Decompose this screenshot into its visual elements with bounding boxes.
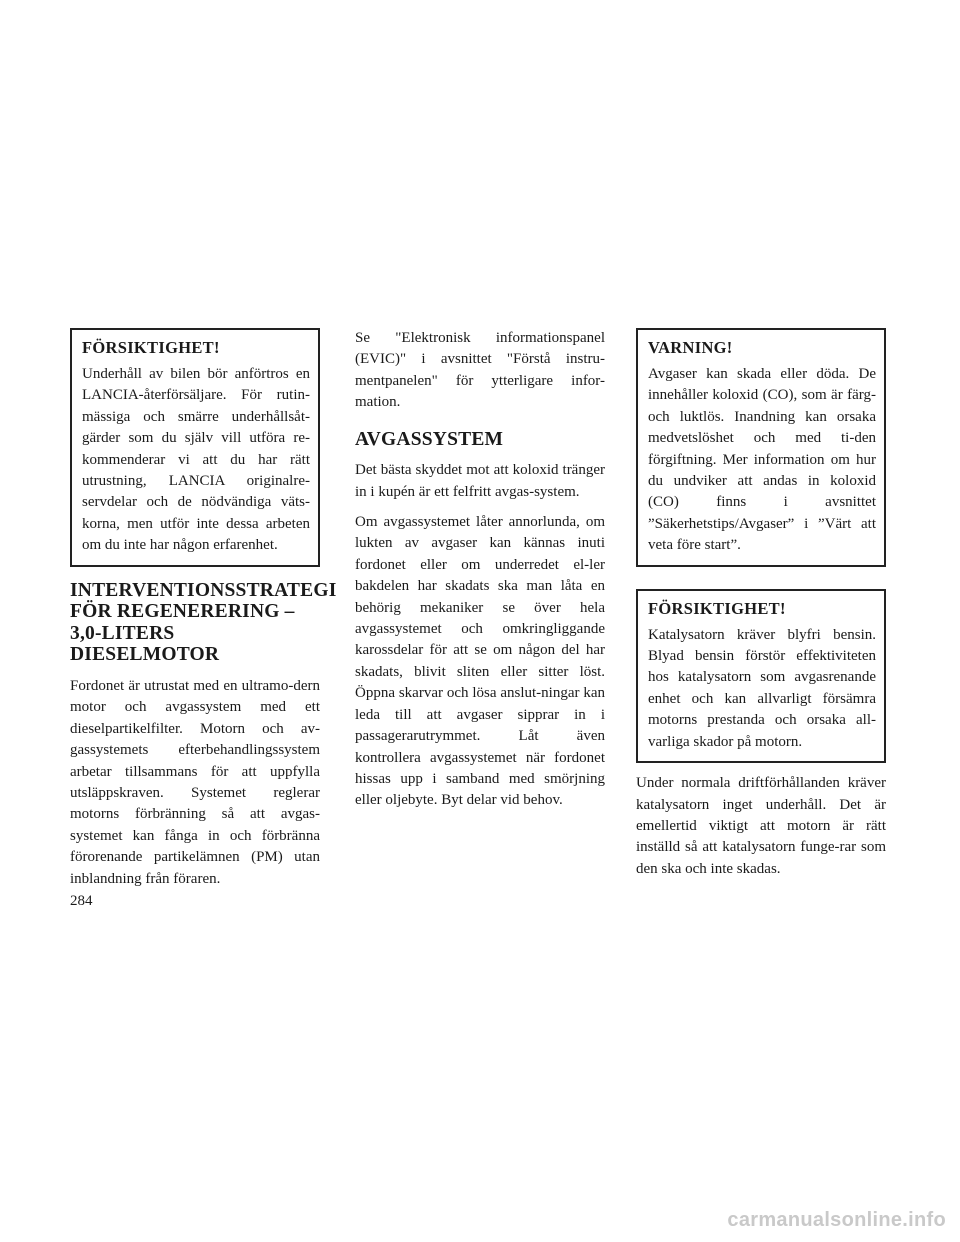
warning-title: VARNING! (648, 338, 733, 357)
watermark: carmanualsonline.info (727, 1209, 946, 1231)
section-heading-exhaust: AVGASSYSTEM (355, 428, 504, 450)
catalyst-caution-title: FÖRSIKTIGHET! (648, 598, 786, 618)
page-number: 284 (70, 893, 93, 909)
column-middle (355, 328, 605, 821)
column-right (636, 328, 886, 889)
catalyst-paragraph: Under normala driftförhållanden kräver katalysatorn inget underhåll. Det är emellertid viktigt att motorn är rätt inställd så att katalysatorn funge-rar som den ska och inte skadas. (636, 775, 886, 877)
warning-box (636, 328, 886, 567)
evic-reference-paragraph: Se "Elektronisk informationspanel (EVIC)" i avsnittet "Förstå instru-mentpanelen" för ytterligare infor-mation. (355, 330, 605, 411)
warning-text: Avgaser kan skada eller döda. De innehåller koloxid (CO), som är färg- och luktlös. Inandning kan orsaka medvetslöshet och med ti-den förgiftning. Mer information om hur du undviker att andas in koloxid (CO) finns i avsnittet ”Säkerhetstips/Avgaser” i ”Värt att veta före start”. (648, 366, 876, 554)
regeneration-paragraph: Fordonet är utrustat med en ultramo-dern motor och avgassystem med ett dieselpartikelfilter. Motorn och av-gassystemets efterbehandlingssystem arbetar tillsammans för att uppfylla utsläppskraven. Systemet reglerar motorns förbränning så att avgas-systemet kan fånga in och förbränna förorenande partikelämnen (PM) utan inblandning från föraren. (70, 678, 320, 887)
exhaust-paragraph-1: Det bästa skyddet mot att koloxid tränger in i kupén är ett felfritt avgas-system. (355, 462, 605, 500)
section-heading-regeneration: INTERVENTIONSSTRATEGI FÖR REGENERERING – 3,0-LITERS DIESELMOTOR (70, 579, 337, 666)
catalyst-caution-box (636, 589, 886, 763)
column-left (70, 328, 337, 899)
caution-text: Underhåll av bilen bör anförtros en LANCIA-återförsäljare. För rutin-mässiga och smärre underhållsåt-gärder som du själv vill utföra re-kommenderar vi att du har rätt utrustning, LANCIA originalre-servdelar och de nödvändiga väts-korna, men utför inte dessa arbeten om du inte har någon erfarenhet. (82, 366, 310, 554)
caution-title: FÖRSIKTIGHET! (82, 338, 220, 357)
caution-box (70, 328, 320, 567)
catalyst-caution-text: Katalysatorn kräver blyfri bensin. Blyad bensin förstör effektiviteten hos katalysatorn som avgasrenande enhet och kan allvarligt försämra motorns prestanda och orsaka all-varliga skador på motorn. (648, 626, 876, 750)
exhaust-paragraph-2: Om avgassystemet låter annorlunda, om lukten av avgaser kan kännas inuti fordonet eller om underredet el-ler bakdelen har skadats ska man låta en behörig mekaniker se över hela avgassystemet och omkringliggande karossdelar för att se om någon del har skadats, blivit sliten eller sitter löst. Öppna skarvar och lösa anslut-ningar kan leda till att avgaser sipprar in i passagerarutrymmet. Låt även kontrollera avgassystemet när fordonet hissas upp i samband med smörjning eller oljebyte. Byt delar vid behov. (355, 514, 605, 809)
